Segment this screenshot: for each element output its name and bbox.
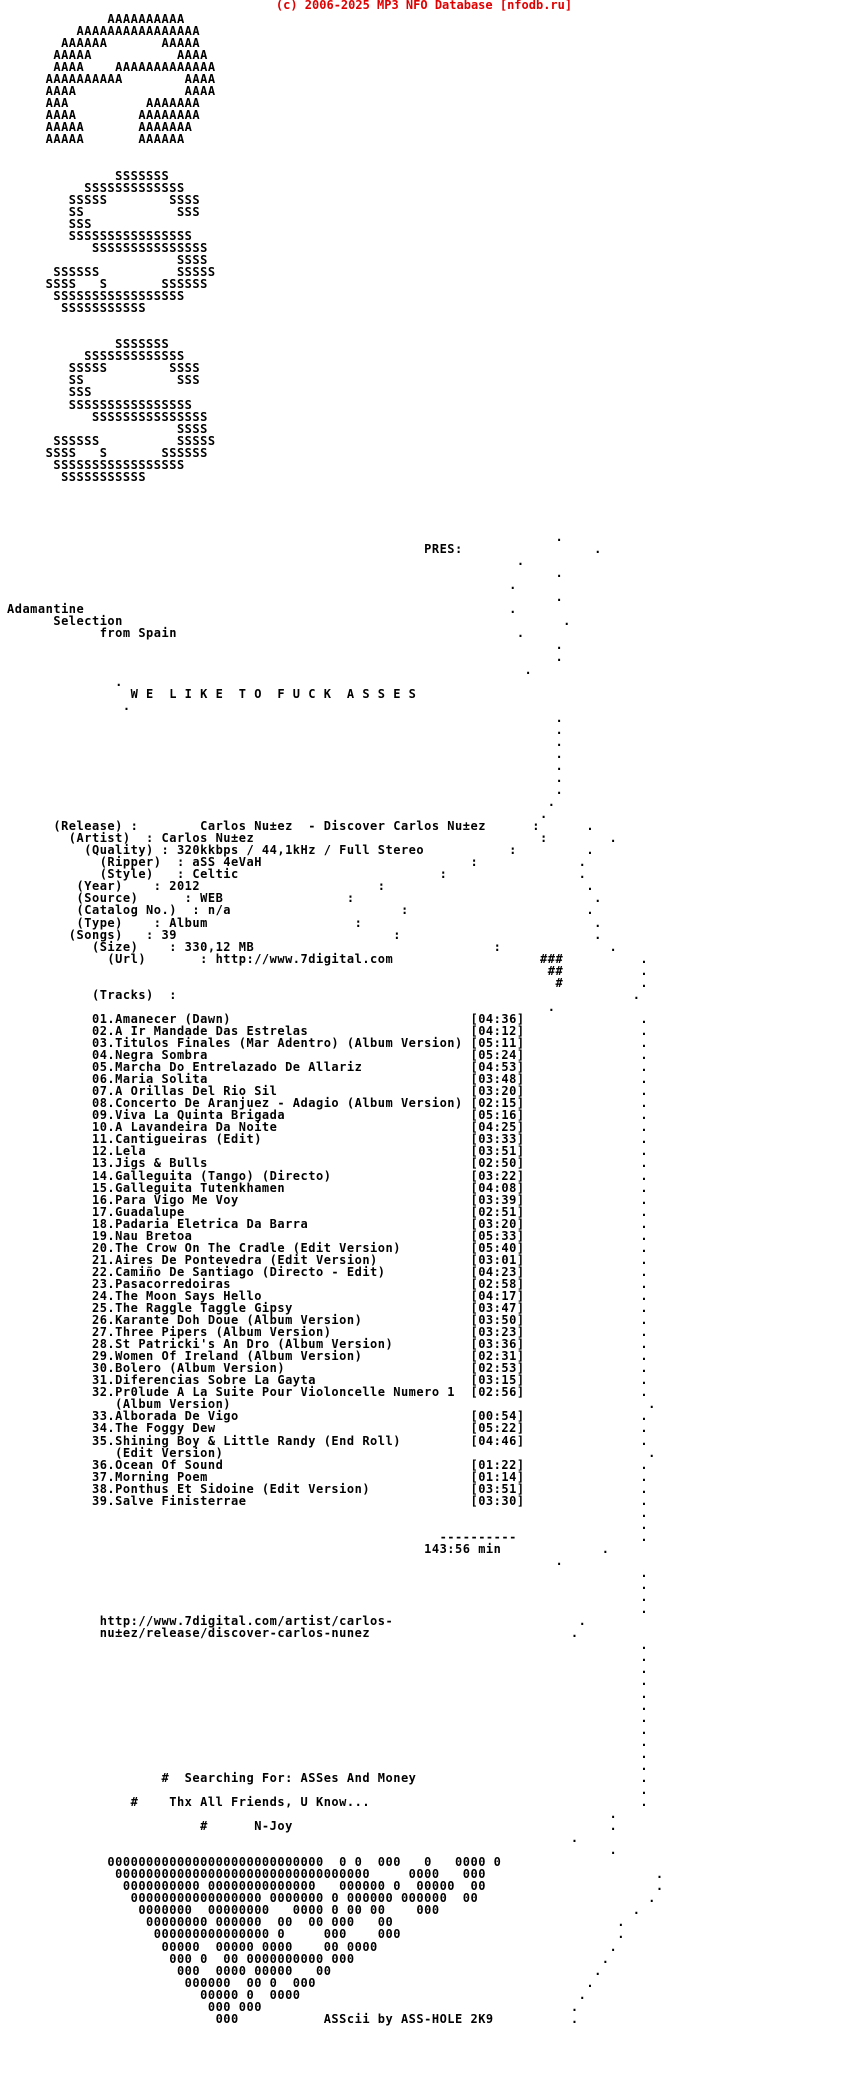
nfo-ascii-document: AAAAAAAAAA AAAAAAAAAAAAAAAA AAAAAA AAAAA AAAAA AAAA AAAA AAAAAAAAAAAAA AAAAAAAAAA AAAA AAAA AAAA AAA AAAAAAA AAAA AAAAAAAA AAAAA AAAAAAA AAAAA AAAAAA SSSSSSS SSSSSSSSSSSSS SSSSS SSSS SS SSS SSS SSSSSSSSSSSSSSSS SSSSSSSSSSSSSSS SSSS SSSSSS SSSSS SSSS S SSSSSS SSSSSSSSSSSSSSSSS SSSSSSSSSSS SSSSSSS SSSSSSSSSSSSS SSSSS SSSS SS SSS SSS SSSSSSSSSSSSSSSS SSSSSSSSSSSSSSS SSSS SSSSSS SSSSS SSSS S SSSSSS SSSSSSSSSSSSSSSSS SSSSSSSSSSS . PRES: . . . . . Adamantine . Selection . from Spain . . . . . W E L I K E T O F U C K A S S E S . . . . . . . . . . (Release) : Carlos Nu±ez - Discover Carlos Nu±ez : . (Artist) : Carlos Nu±ez : . (Quality) : 320kkbps / 44,1kHz / Full Stereo : . (Ripper) : aSS 4eVaH : . (Style) : Celtic : . (Year) : 2012 : . (Source) : WEB : . (Catalog No.) : n/a : . (Type) : Album : . (Songs) : 39 : . (Size) : 330,12 MB : . (Url) : http://www.7digital.com ### . ## . # . (Tracks) : . . 01.Amanecer (Dawn) [04:36] . 02.A Ir Mandade Das Estrelas [04:12] . 03.Titulos Finales (Mar Adentro) (Album Version) [05:11] . 04.Negra Sombra [05:24] . 05.Marcha Do Entrelazado De Allariz [04:53] . 06.Maria Solita [03:48] . 07.A Orillas Del Rio Sil [03:20] . 08.Concerto De Aranjuez - Adagio (Album Version) [02:15] . 09.Viva La Quinta Brigada [05:16] . 10.A Lavandeira Da Noite [04:25] . 11.Cantigueiras (Edit) [03:33] . 12.Lela [03:51] . 13.Jigs & Bulls [02:50] . 14.Galleguita (Tango) (Directo) [03:22] . 15.Galleguita Tutenkhamen [04:08] . 16.Para Vigo Me Voy [03:39] . 17.Guadalupe [02:51] . 18.Padaria Eletrica Da Barra [03:20] . 19.Nau Bretoa [05:33] . 20.The Crow On The Cradle (Edit Version) [05:40] . 21.Aires De Pontevedra (Edit Version) [03:01] . 22.Camiño De Santiago (Directo - Edit) [04:23] . 23.Pasacorredoiras [02:58] . 24.The Moon Says Hello [04:17] . 25.The Raggle Taggle Gipsy [03:47] . 26.Karante Doh Doue (Album Version) [03:50] . 27.Three Pipers (Album Version) [03:23] . 28.St Patricki's An Dro (Album Version) [03:36] . 29.Women Of Ireland (Album Version) [02:31] . 30.Bolero (Album Version) [02:53] . 31.Diferencias Sobre La Gayta [03:15] . 32.Pr0lude A La Suite Pour Violoncelle Numero 1 [02:56] . (Album Version) . 33.Alborada De Vigo [00:54] . 34.The Foggy Dew [05:22] . 35.Shining Boy & Little Randy (End Roll) [04:46] . (Edit Version) . 36.Ocean Of Sound [01:22] . 37.Morning Poem [01:14] . 38.Ponthus Et Sidoine (Edit Version) [03:51] . 39.Salve Finisterrae [03:30] . . . ---------- . 143:56 min . . . . . . http://www.7digital.com/artist/carlos- . nu±ez/release/discover-carlos-nunez . . . . . . . . . . . . # Searching For: ASSes And Money . . # Thx All Friends, U Know... . . # N-Joy . . . 0000000000000000000000000000 0 0 000 0 0000 0 000000000000000000000000000000000 0000 000 . 0000000000 00000000000000 000000 0 00000 00 . 00000000000000000 0000000 0 000000 000000 00 . 0000000 00000000 0000 0 00 00 000 . 00000000 000000 00 00 000 00 . 000000000000000 0 000 000 . 00000 00000 0000 00 0000 . 000 0 00 0000000000 000 . 000 0000 00000 00 . 000000 00 0 000 . 00000 0 0000 . 000 000 . 000 ASScii by ASS-HOLE 2K9 .	[7, 12, 664, 2026]
site-header-banner: (c) 2006-2025 MP3 NFO Database [nfodb.ru]	[275, 0, 573, 12]
